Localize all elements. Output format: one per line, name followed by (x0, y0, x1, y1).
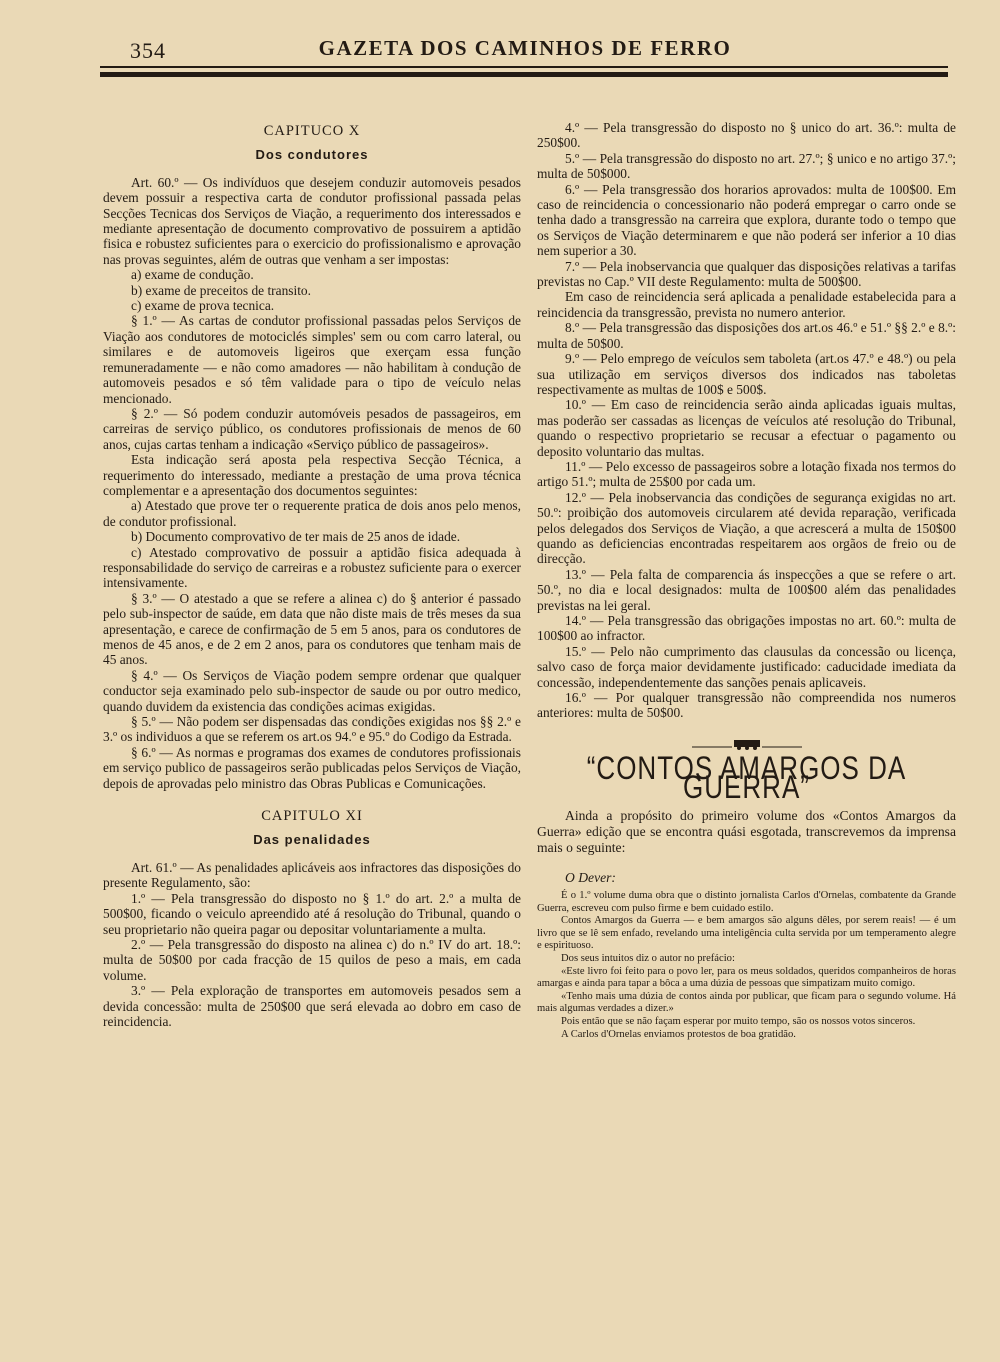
chapter-11-heading: CAPITULO XI (261, 808, 363, 825)
left-column (103, 120, 521, 1029)
paragraph: 4.º — Pela transgressão do disposto no § unico do art. 36.º: multa de 250$00. (537, 120, 956, 151)
chapter-10-subheading: Dos condutores (255, 147, 369, 163)
paragraph: 5.º — Pela transgressão do disposto no art. 27.º; § unico e no artigo 37.º; multa de 50$000. (537, 150, 956, 182)
paragraph: § 4.º — Os Serviços de Viação podem sempre ordenar que qualquer conductor seja examinado pelo sub-inspector de saude ou por outro medico, quando duvidem da existencia das condições acimas exigidas. (103, 667, 521, 714)
paragraph: 1.º — Pela transgressão do disposto no § 1.º do art. 2.º a multa de 500$00, ficando o veiculo apreendido até á resolução do Tribunal, quando o seu proprietario não queira pagar ou depositar voluntariamente a multa. (103, 890, 521, 937)
paragraph: § 2.º — Só podem conduzir automóveis pesados de passageiros, em carreiras de serviço público, os condutores profissionais de menos de 60 anos, cujas cartas tenham a indicação «Serviço público de passageiros». (103, 405, 521, 452)
paragraph: Em caso de reincidencia será aplicada a penalidade estabelecida para a reincidencia da transgressão, prevista no numero anterior. (537, 289, 956, 320)
quote-paragraph: Pois então que se não façam esperar por muito tempo, são os nossos votos sinceros. (561, 1016, 916, 1027)
article-intro: Ainda a propósito do primeiro volume dos «Contos Amargos da Guerra» edição que se encontra quási esgotada, transcrevemos da imprensa mais o seguinte: (537, 808, 956, 856)
paragraph: a) Atestado que prove ter o requerente pratica de dois anos pelo menos, de condutor profissional. (103, 498, 521, 529)
paragraph: Esta indicação será aposta pela respectiva Secção Técnica, a requerimento do interessado, mediante a prestação de uma prova técnica complementar e a apresentação dos documentos seguintes: (103, 452, 521, 498)
paragraph: 7.º — Pela inobservancia que qualquer das disposições relativas a tarifas previstas no Cap.º VII deste Regulamento: multa de 500$00. (537, 258, 956, 290)
paragraph: 2.º — Pela transgressão do disposto na alinea c) do n.º IV do art. 18.º: multa de 50$00 por cada fracção de 15 quilos de peso a mais, em cada volume. (103, 936, 521, 983)
paragraph: b) Documento comprovativo de ter mais de 25 anos de idade. (131, 529, 461, 545)
paragraph: 16.º — Por qualquer transgressão não compreendida nos numeros anteriores: multa de 50$00. (537, 690, 956, 721)
paragraph: § 3.º — O atestado a que se refere a alinea c) do § anterior é passado pelo sub-inspector de saúde, em data que não diste mais de três meses da sua apresentação, e carece de confirmação de 5 em 5 anos, para os condutores de menos de 45 anos, e de 2 em 2 anos, para os condutores que tenham mais de 45 anos. (103, 590, 521, 668)
chapter-10-heading: CAPITUCO X (263, 123, 361, 139)
list-item: b) exame de preceitos de transito. (131, 282, 311, 298)
list-item: c) exame de prova tecnica. (131, 298, 275, 314)
paragraph: 14.º — Pela transgressão das obrigações impostas no art. 60.º: multa de 100$00 ao infractor. (537, 613, 956, 644)
article-title: “CONTOS AMARGOS DA GUERRA” (586, 749, 907, 807)
paragraph: 3.º — Pela exploração de transportes em automoveis pesados sem a devida concessão: multa de 250$00 que será elevada ao dobro em caso de reincidencia. (103, 983, 521, 1029)
paragraph: § 1.º — As cartas de condutor profissional passadas pelos Serviços de Viação aos condutores de motociclés simples' sem ou com carro lateral, ou similares e de automoveis ligeiros que exerçam essa função remuneradamente — e não como amadores — não habilitam à condução de automoveis pesados e só têm validade para o tipo de veículo nelas mencionado. (103, 313, 521, 406)
paragraph: 11.º — Pelo excesso de passageiros sobre a lotação fixada nos termos do artigo 51.º; multa de 25$00 por cada um. (537, 458, 956, 490)
quote-paragraph: «Este livro foi feito para o povo ler, para os meus soldados, queridos companheiros de horas amargas e ainda para tapar a bôca a uma dúzia de pessoas que simpatizam muito comigo. (537, 965, 956, 990)
header-rule-thick (100, 72, 948, 77)
paragraph: 8.º — Pela transgressão das disposições dos art.os 46.º e 51.º §§ 2.º e 8.º: multa de 50$00. (537, 320, 956, 351)
quote-paragraph: Dos seus intuitos diz o autor no prefácio: (561, 953, 735, 965)
paragraph: 13.º — Pela falta de comparencia ás inspecções a que se refere o art. 50.º, no dia e local designados: multa de 100$00 além das penalidades previstas na lei geral. (537, 566, 956, 613)
paragraph: 15.º — Pelo não cumprimento das clausulas da concessão ou licença, salvo caso de força maior devidamente justificado: caducidade imediata da concessão, independentemente das sanções penais aplicaveis. (537, 643, 956, 690)
chapter-11-subheading: Das penalidades (253, 832, 371, 848)
paragraph: 9.º — Pelo emprego de veículos sem taboleta (art.os 47.º e 48.º) ou pela sua utilização em serviços diversos dos indicados nas taboletas respectivamente as multas de 100$ e 500$. (537, 351, 956, 397)
quote-paragraph: Contos Amargos da Guerra — e bem amargos são alguns dêles, por serem reais! — é um livro que se lê sem enfado, revelando uma inteligência culta servida por um temperamento alegre e espirituoso. (537, 915, 956, 952)
paragraph: 6.º — Pela transgressão dos horarios aprovados: multa de 100$00. Em caso de reincidencia o concessionario não poderá empregar o carro onde se tenha dado a transgressão na carreira que explora, durante todo o tempo que os Serviços de Viação determinarem e que não poderá ser inferior a 10 dias nem superior a 30. (537, 181, 956, 259)
quote-paragraph: É o 1.º volume duma obra que o distinto jornalista Carlos d'Ornelas, combatente da Grande Guerra, escreveu com pulso firme e bem cuidado estilo. (537, 890, 956, 914)
list-item: a) exame de condução. (131, 267, 254, 283)
paragraph: Art. 61.º — As penalidades aplicáveis aos infractores das disposições do presente Regulamento, são: (103, 859, 521, 891)
paragraph: Art. 60.º — Os indivíduos que desejem conduzir automoveis pesados devem possuir a respectiva carta de condutor profissional passada pelas Secções Tecnicas dos Serviços de Viação, a requerimento dos interessados e mediante apresentação de documento comprovativo de possuirem a aptidão fisica e robustez suficientes para o exercicio do profissionalismo e aprovação nas provas seguintes, além de outras que venham a ser impostas: (103, 174, 521, 267)
paragraph: 10.º — Em caso de reincidencia serão ainda aplicadas iguais multas, mas poderão ser cassadas as licenças de veículos até resolução do Tribunal, quando o respectivo proprietario se recusar a efectuar o pagamento ou deposito voluntario das multas. (537, 397, 956, 459)
header-rule-thin (100, 66, 948, 68)
source-name: O Dever: (565, 870, 616, 886)
paragraph: 12.º — Pela inobservancia das condições de segurança exigidas no art. 50.º: proibição dos automoveis circularem até devida reparação, verificada pelos delegados dos Serviços de Viação, a que acrescerá a multa de 150$00 quando as deficiencias encontradas respeitarem aos orgãos de freio ou de direcção. (537, 489, 956, 567)
journal-title: GAZETA DOS CAMINHOS DE FERRO (318, 36, 732, 60)
paragraph: c) Atestado comprovativo de possuir a aptidão fisica adequada à responsabilidade do serviço de carreiras e a robustez suficiente para o exercer intensivamente. (103, 544, 521, 591)
right-column (537, 120, 956, 1041)
page-number: 354 (130, 38, 166, 63)
paragraph: § 6.º — As normas e programas dos exames de condutores profissionais em serviço publico de passageiros serão publicadas pelos Serviços de Viação, depois de aprovadas pelo ministro das Obras Publicas e Comunicações. (103, 744, 521, 791)
paragraph: § 5.º — Não podem ser dispensadas das condições exigidas nos §§ 2.º e 3.º os individuos a que se referem os art.os 94.º e 95.º do Codigo da Estrada. (103, 714, 521, 745)
quote-paragraph: A Carlos d'Ornelas enviamos protestos de boa gratidão. (561, 1028, 796, 1040)
quote-paragraph: «Tenho mais uma dúzia de contos ainda por publicar, que ficam para o segundo volume. Há mais algumas verdades a dizer.» (537, 990, 956, 1015)
quoted-review (537, 890, 956, 1041)
